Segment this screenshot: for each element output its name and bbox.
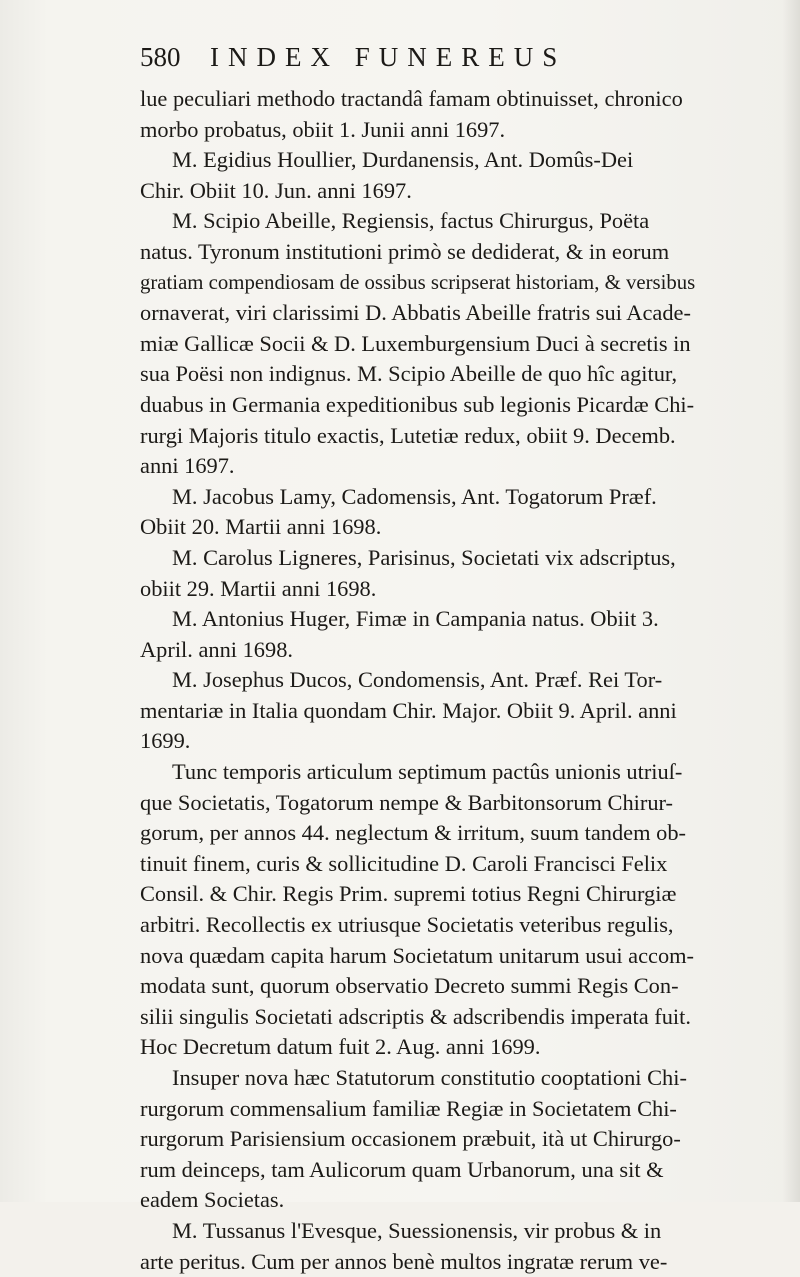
text-line: que Societatis, Togatorum nempe & Barbitonsorum Chirur- <box>140 789 673 815</box>
text-line: Consil. & Chir. Regis Prim. supremi totius Regni Chirurgiæ <box>140 881 677 907</box>
text-line: arbitri. Recollectis ex utriusque Societatis veteribus regulis, <box>140 912 674 938</box>
text-line: tinuit finem, curis & sollicitudine D. Caroli Francisci Felix <box>140 850 668 876</box>
text-line: anni 1697. <box>140 453 235 479</box>
text-line: rum deinceps, tam Aulicorum quam Urbanorum, una sit & <box>140 1156 664 1182</box>
page-number: 580 <box>140 42 181 72</box>
text-line: M. Josephus Ducos, Condomensis, Ant. Præf. Rei Tor- <box>172 667 663 693</box>
text-line: nova quædam capita harum Societatum unitarum usui accom- <box>140 942 695 968</box>
text-line: lue peculiari methodo tractandâ famam obtinuisset, chronico <box>140 86 683 111</box>
text-line: Chir. Obiit 10. Jun. anni 1697. <box>140 177 412 203</box>
page-header <box>140 42 700 82</box>
text-line: gratiam compendiosam de ossibus scripserat historiam, & versibus <box>140 270 696 294</box>
text-line: M. Jacobus Lamy, Cadomensis, Ant. Togatorum Præf. <box>172 483 657 509</box>
text-line: silii singulis Societati adscriptis & adscribendis imperata fuit. <box>140 1003 691 1029</box>
text-line: miæ Gallicæ Socii & D. Luxemburgensium Duci à secretis in <box>140 330 691 356</box>
text-line: rurgorum commensalium familiæ Regiæ in Societatem Chi- <box>140 1095 677 1121</box>
text-line: Insuper nova hæc Statutorum constitutio cooptationi Chi- <box>172 1065 687 1090</box>
text-line: natus. Tyronum institutioni primò se dediderat, & in eorum <box>140 238 670 264</box>
text-line: April. anni 1698. <box>140 636 293 662</box>
text-line: rurgorum Parisiensium occasionem præbuit, ità ut Chirurgo- <box>140 1126 681 1152</box>
text-line: duabus in Germania expeditionibus sub legionis Picardæ Chi- <box>140 391 695 417</box>
text-line: Obiit 20. Martii anni 1698. <box>140 514 382 540</box>
text-line: modata sunt, quorum observatio Decreto summi Regis Con- <box>140 973 679 999</box>
text-line: obiit 29. Martii anni 1698. <box>140 575 377 601</box>
text-line: Hoc Decretum datum fuit 2. Aug. anni 1699. <box>140 1034 541 1060</box>
text-line: eadem Societas. <box>140 1187 285 1213</box>
text-line: 1699. <box>140 728 191 754</box>
text-line: rurgi Majoris titulo exactis, Lutetiæ redux, obiit 9. Decemb. <box>140 422 676 448</box>
text-line: M. Carolus Ligneres, Parisinus, Societati vix adscriptus, <box>172 544 676 570</box>
text-line: M. Tussanus l'Evesque, Suessionensis, vir probus & in <box>172 1217 662 1243</box>
text-line: gorum, per annos 44. neglectum & irritum, suum tandem ob- <box>140 820 686 846</box>
text-line: sua Poësi non indignus. M. Scipio Abeille de quo hîc agitur, <box>140 361 678 387</box>
text-line: M. Egidius Houllier, Durdanensis, Ant. Domûs-Dei <box>172 147 634 173</box>
running-title: INDEX FUNEREUS <box>210 42 567 72</box>
page-edge-shadow <box>782 0 800 1202</box>
text-line: mentariæ in Italia quondam Chir. Major. Obiit 9. April. anni <box>140 697 677 723</box>
text-line: M. Antonius Huger, Fimæ in Campania natus. Obiit 3. <box>172 606 659 632</box>
text-line: Tunc temporis articulum septimum pactûs unionis utriuſ- <box>172 759 683 785</box>
body-text <box>140 84 695 1277</box>
text-line: ornaverat, viri clarissimi D. Abbatis Abeille fratris sui Acade- <box>140 300 691 326</box>
text-line: morbo probatus, obiit 1. Junii anni 1697. <box>140 116 506 142</box>
text-line: M. Scipio Abeille, Regiensis, factus Chirurgus, Poëta <box>172 208 650 234</box>
text-line: arte peritus. Cum per annos benè multos ingratæ rerum ve- <box>140 1248 668 1274</box>
